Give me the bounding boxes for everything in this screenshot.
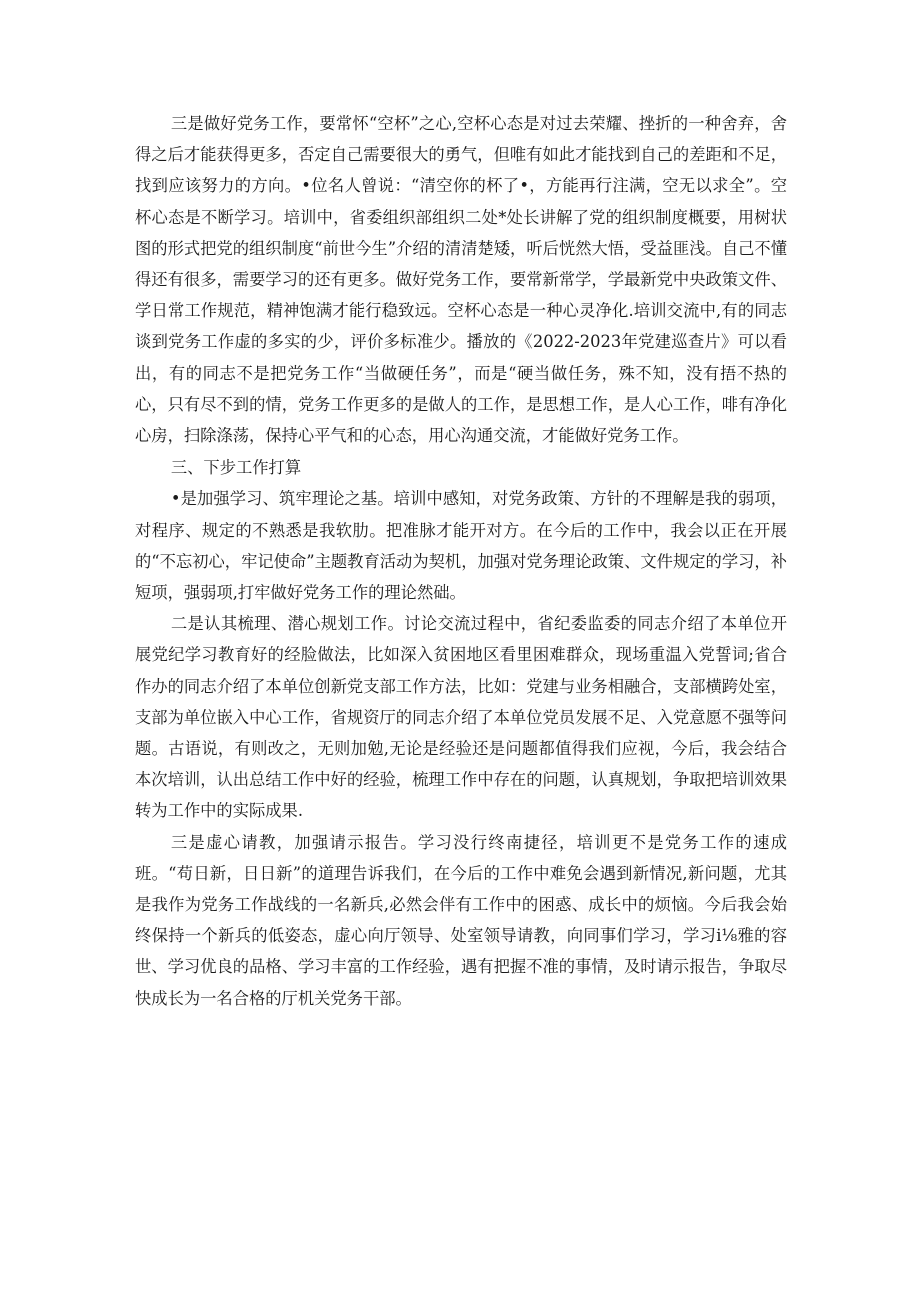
paragraph-empty-cup: 三是做好党务工作，要常怀“空杯”之心,空杯心态是对过去荣耀、挫折的一种舍弃，舍得之后才能获得更多，否定自己需要很大的勇气，但唯有如此才能找到自己的差距和不足，找到应该努力的方向。•位名人曾说：“清空你的杯了•，方能再行注满，空无以求全”。空杯心态是不断学习。培训中，省委组织部组织二处*处长讲解了党的组织制度概要，用树状图的形式把党的组织制度“前世今生”介绍的清清楚矮，听后恍然大悟，受益匪浅。自己不懂得还有很多，需要学习的还有更多。做好党务工作，要常新常学，学最新党中央政策文件、学日常工作规范，精神饱满才能行稳致远。空杯心态是一种心灵净化.培训交流中,有的同志谈到党务工作虚的多实的少，评价多标准少。播放的《2022-2023年党建巡查片》可以看出，有的同志不是把党务工作“当做硬任务”，而是“硬当做任务，殊不知，没有捂不热的心，只有尽不到的情，党务工作更多的是做人的工作，是思想工作，是人心工作，啡有净化心房，扫除涤荡，保持心平气和的心态，用心沟通交流，才能做好党务工作。 (135, 114, 787, 446)
document-body (135, 108, 787, 1014)
section-heading-next-steps: 三、下步工作打算 (170, 458, 302, 478)
paragraph-seek-advice: 三是虚心请教，加强请示报告。学习没行终南捷径，培训更不是党务工作的速成班。“苟日新，日日新”的道理告诉我们，在今后的工作中难免会遇到新情况,新问题，尤其是我作为党务工作战线的一名新兵,必然会伴有工作中的困惑、成长中的烦恼。今后我会始终保持一个新兵的低姿态，虚心向厅领导、处室领导请教，向同事们学习，学习i⅛雅的容世、学习优良的品格、学习丰富的工作经验，遇有把握不准的事情，及时请示报告，争取尽快成长为一名合格的厅机关党务干部。 (135, 832, 787, 1008)
paragraph-plan-work: 二是认其梳理、潜心规划工作。讨论交流过程中，省纪委监委的同志介绍了本单位开展党纪学习教育好的经脸做法，比如深入贫困地区看里困难群众，现场重温入党誓词;省合作办的同志介绍了本单位创新党支部工作方法，比如：党建与业务相融合，支部横跨处室，支部为单位嵌入中心工作，省规资厅的同志介绍了本单位党员发展不足、入党意愿不强等问题。古语说，有则改之，无则加勉,无论是经验还是问题都值得我们应视，今后，我会结合本次培训，认出总结工作中好的经验，梳理工作中存在的问题，认真规划，争取把培训效果转为工作中的实际成果. (135, 614, 787, 821)
paragraph-strengthen-study: •是加强学习、筑牢理论之基。培训中感知，对党务政策、方针的不理解是我的弱项，对程序、规定的不熟悉是我软肋。把准脉才能开对方。在今后的工作中，我会以正在开展的“不忘初心，牢记使命”主题教育活动为契机，加强对党务理论政策、文件规定的学习，补短项，强弱项,打牢做好党务工作的理论然础。 (135, 489, 787, 603)
